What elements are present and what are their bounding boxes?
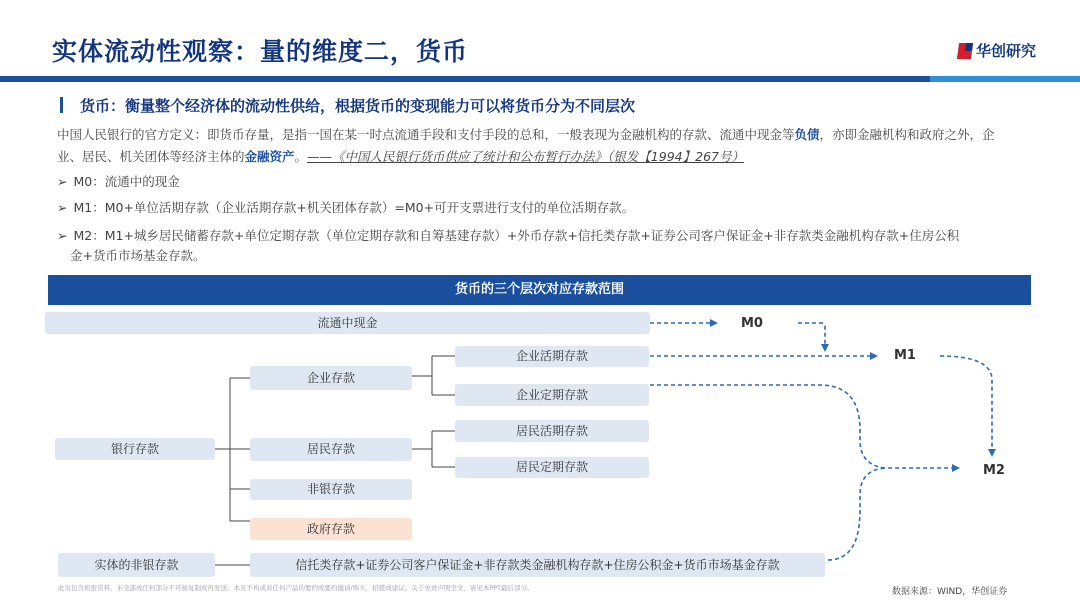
label-m2: M2 xyxy=(983,463,1005,478)
bullet-m2-text-2: 金+货币市场基金存款。 xyxy=(70,248,206,263)
bullet-arrow-icon: ➢ xyxy=(57,228,68,243)
cash-box: 流通中现金 xyxy=(45,312,650,334)
bullet-m0-text: M0：流通中的现金 xyxy=(73,174,180,189)
disclaimer: 此页包含机密资料，未全部或任何部分不可被复制或再发送。本页不构成对任何产品的要约或要约邀请/购买，招揽或建议。关于免责声明全文，请见本PPT最后部分。 xyxy=(58,584,534,592)
flow-arrows xyxy=(650,323,992,560)
bullet-m2-text-1: M2：M1+城乡居民储蓄存款+单位定期存款（单位定期存款和自筹基建存款）+外币存款+信托类存款+证券公司客户保证金+非存款类金融机构存款+住房公积 xyxy=(73,228,960,243)
enterprise-demand-box: 企业活期存款 xyxy=(455,346,649,367)
definition-highlight-liability: 负债 xyxy=(794,127,820,142)
bullet-arrow-icon: ➢ xyxy=(57,174,68,189)
definition-text-3: 。 xyxy=(294,149,308,164)
bullet-arrow-icon: ➢ xyxy=(57,200,68,215)
data-source: 数据来源：WIND，华创证券 xyxy=(892,587,1008,597)
bullet-m1-text: M1：M0+单位活期存款（企业活期存款+机关团体存款）=M0+可开支票进行支付的单位活期存款。 xyxy=(73,200,635,215)
page-title: 实体流动性观察：量的维度二，货币 xyxy=(52,37,469,66)
definition-text-1: 中国人民银行的官方定义：即货币存量，是指一国在某一时点流通手段和支付手段的总和，一般表现为金融机构的存款、流通中现金等 xyxy=(57,127,795,142)
definition-text-2: ，亦即金融机构和政府之外，企业、居民、机关团体等经济主体的 xyxy=(57,127,995,164)
section-title: 货币：衡量整个经济体的流动性供给，根据货币的变现能力可以将货币分为不同层次 xyxy=(80,97,636,115)
logo-text: 华创研究 xyxy=(976,42,1037,60)
label-m0: M0 xyxy=(741,316,763,331)
enterprise-deposits-box: 企业存款 xyxy=(250,366,412,390)
definition-highlight-assets: 金融资产 xyxy=(244,149,295,164)
household-time-box: 居民定期存款 xyxy=(455,457,649,478)
government-deposits-box: 政府存款 xyxy=(250,518,412,540)
enterprise-time-box: 企业定期存款 xyxy=(455,384,649,406)
label-m1: M1 xyxy=(894,348,916,363)
bank-deposits-box: 银行存款 xyxy=(55,438,215,460)
definition-source: ——《中国人民银行货币供应了统计和公布暂行办法》（银发【1994】267号） xyxy=(307,149,744,164)
nonbank-deposits-box: 非银存款 xyxy=(250,479,412,500)
household-deposits-box: 居民存款 xyxy=(250,438,412,461)
entity-nonbank-box: 实体的非银存款 xyxy=(58,553,215,577)
diagram-banner: 货币的三个层次对应存款范围 xyxy=(48,275,1031,305)
entity-nonbank-detail-box: 信托类存款+证券公司客户保证金+非存款类金融机构存款+住房公积金+货币市场基金存款 xyxy=(250,553,825,577)
household-demand-box: 居民活期存款 xyxy=(455,420,649,442)
